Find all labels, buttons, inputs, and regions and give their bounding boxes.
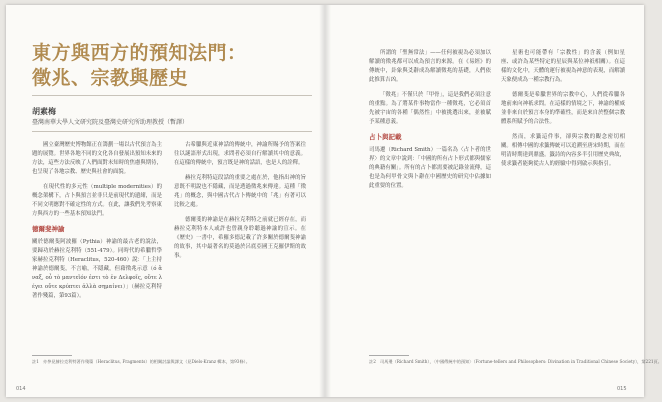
footnote: 註2 司馬遷（Richard Smith），〈中國傳統中的預知〉（Fortune-tellers and Philosophers: Divination in Traditional Chinese Society），第221頁。 bbox=[369, 359, 662, 364]
footnote-rule bbox=[32, 355, 72, 356]
right-page bbox=[325, 5, 662, 397]
left-column-2 bbox=[174, 141, 306, 349]
paragraph: 關於德爾斐阿波羅（Pythia）神諭的最古老的說法，要歸功於赫拉克利特（551-479）。同時代的希臘哲學家赫拉克利特（Heraclitus，520-460）說：「上主持神諭於德爾斐，不言喻，不隱藏，但藉徵兆示意（ό ἄναξ, οὗ τὸ μαντεῖόν ἐστι τὸ ἐν Δελφοῖς, οὔτε λέγει οὔτε κρύπτει ἀλλὰ σημαίνει）」（赫拉克利特著作殘篇，第93篇）。 bbox=[32, 239, 162, 299]
page-number: 015 bbox=[617, 386, 627, 392]
author-name: 胡素梅 bbox=[32, 106, 56, 116]
section-heading: 占卜與記載 bbox=[369, 133, 402, 141]
footnote: 註1 亦參見赫拉克利特著作殘篇（Heraclitus, Fragments）的相關討論與譯文（見Diels-Kranz 輯本，第93條）。 bbox=[32, 359, 250, 364]
book-spread bbox=[6, 5, 662, 397]
right-column-1 bbox=[369, 49, 491, 349]
page-number: 014 bbox=[16, 386, 26, 392]
paragraph: 在現代性的多元性（multiple modernities）的概念架構下，占卜與預言並非只是前現代的遺緒，而是不同文明應對不確定性的方式。在此，讓我們先考察東方與西方的一些基本預知法門。 bbox=[32, 184, 162, 217]
paragraph: 司馬遷（Richard Smith）一篇名為〈占卜者的世界〉的文章中說到：「中國的所有占卜形式都與儒家的典籍有關」。所有的占卜都需要被記錄並流傳，這也是為何甲骨文與卜辭在中國歷史的研究中佔據如此重要的位置。 bbox=[369, 147, 491, 189]
title-rule bbox=[32, 95, 312, 96]
title-line-1: 東方與西方的預知法門： bbox=[32, 42, 247, 64]
author-rule bbox=[32, 131, 312, 132]
article-title bbox=[32, 41, 292, 91]
author-affiliation: 臺灣南華大學人文研究院及臺灣史研究所助理教授（暫譯） bbox=[32, 119, 189, 126]
title-line-2: 徵兆、宗教與歷史 bbox=[32, 67, 189, 89]
paragraph: 古希臘與近東神話的傳統中，神諭所賜予的答案往往以謎語形式出現，求問者必須自行解讀其中的意義。在這樣的傳統中，預言既是神的話語，也是人的詮釋。 bbox=[174, 142, 306, 166]
footnote-rule bbox=[369, 355, 409, 356]
paragraph: 國立臺灣歷史博物館正在籌劃一場以古代預言為主題的展覽。世界各地不同的文化各自發展出預知未來的方法，這些方法反映了人們面對未知時的焦慮與期待，也呈現了各地宗教、歷史與社會的面貌。 bbox=[32, 142, 162, 175]
left-column-1 bbox=[32, 141, 162, 349]
paragraph: 所謂的「聖無常法」——任何被視為必須加以解讀的徵兆都可以成為預言的來源。在《易經》的傳統中，卦象與爻辭成為解讀徵兆的基礎，人們依此推算吉凶。 bbox=[369, 50, 491, 83]
paragraph: 赫拉克利特這段話的重要之處在於，他指出神的旨意既不明說也不隱藏，而是透過徵兆來傳達。這種「徵兆」的概念，與中國古代占卜傳統中的「兆」有著可以比較之處。 bbox=[174, 175, 306, 208]
left-page bbox=[6, 5, 325, 397]
paragraph: 然而，求籤這件事，卻與宗教的觀念密切相關。相傳中國的求籤傳統可以追溯至唐宋時期，而在明清時期達到鼎盛。籤詩的內容多半引用歷史典故，使求籤者能夠從古人的經驗中得到啟示與指引。 bbox=[501, 134, 625, 167]
paragraph: 「徵兆」不僅只於「甲骨」，這是我們必須注意的重點。為了將某件事物當作一種徵兆，它必須首先被宇宙的各種「偶然性」中被挑選出來，並被賦予某種意義。 bbox=[369, 92, 491, 125]
right-column-2 bbox=[501, 49, 625, 349]
paragraph: 德爾斐是希臘世界的宗教中心，人們從希臘各地前來向神祇求問。在這樣的情境之下，神諭的權威並非來自於預言本身的準確性，而是來自於整個宗教體系所賦予的合法性。 bbox=[501, 92, 625, 125]
paragraph: 星術也可能帶有「宗教性」的含義（例如星座、或許為某些特定的星辰與某位神祇相關）。在這樣的文化中，天體的運行被視為神意的表現，而解讀天象便成為一種宗教行為。 bbox=[501, 50, 625, 83]
paragraph: 德爾斐的神諭是在赫拉克利特之前就已經存在，而赫拉克利特本人或許也曾親身聆聽過神諭的宣示。在《歷史》一書中，希羅多德記載了許多關於德爾斐神諭的故事，其中最著名的莫過於呂底亞國王克羅伊斯的故事。 bbox=[174, 217, 306, 259]
section-heading: 德爾斐神諭 bbox=[32, 225, 65, 233]
